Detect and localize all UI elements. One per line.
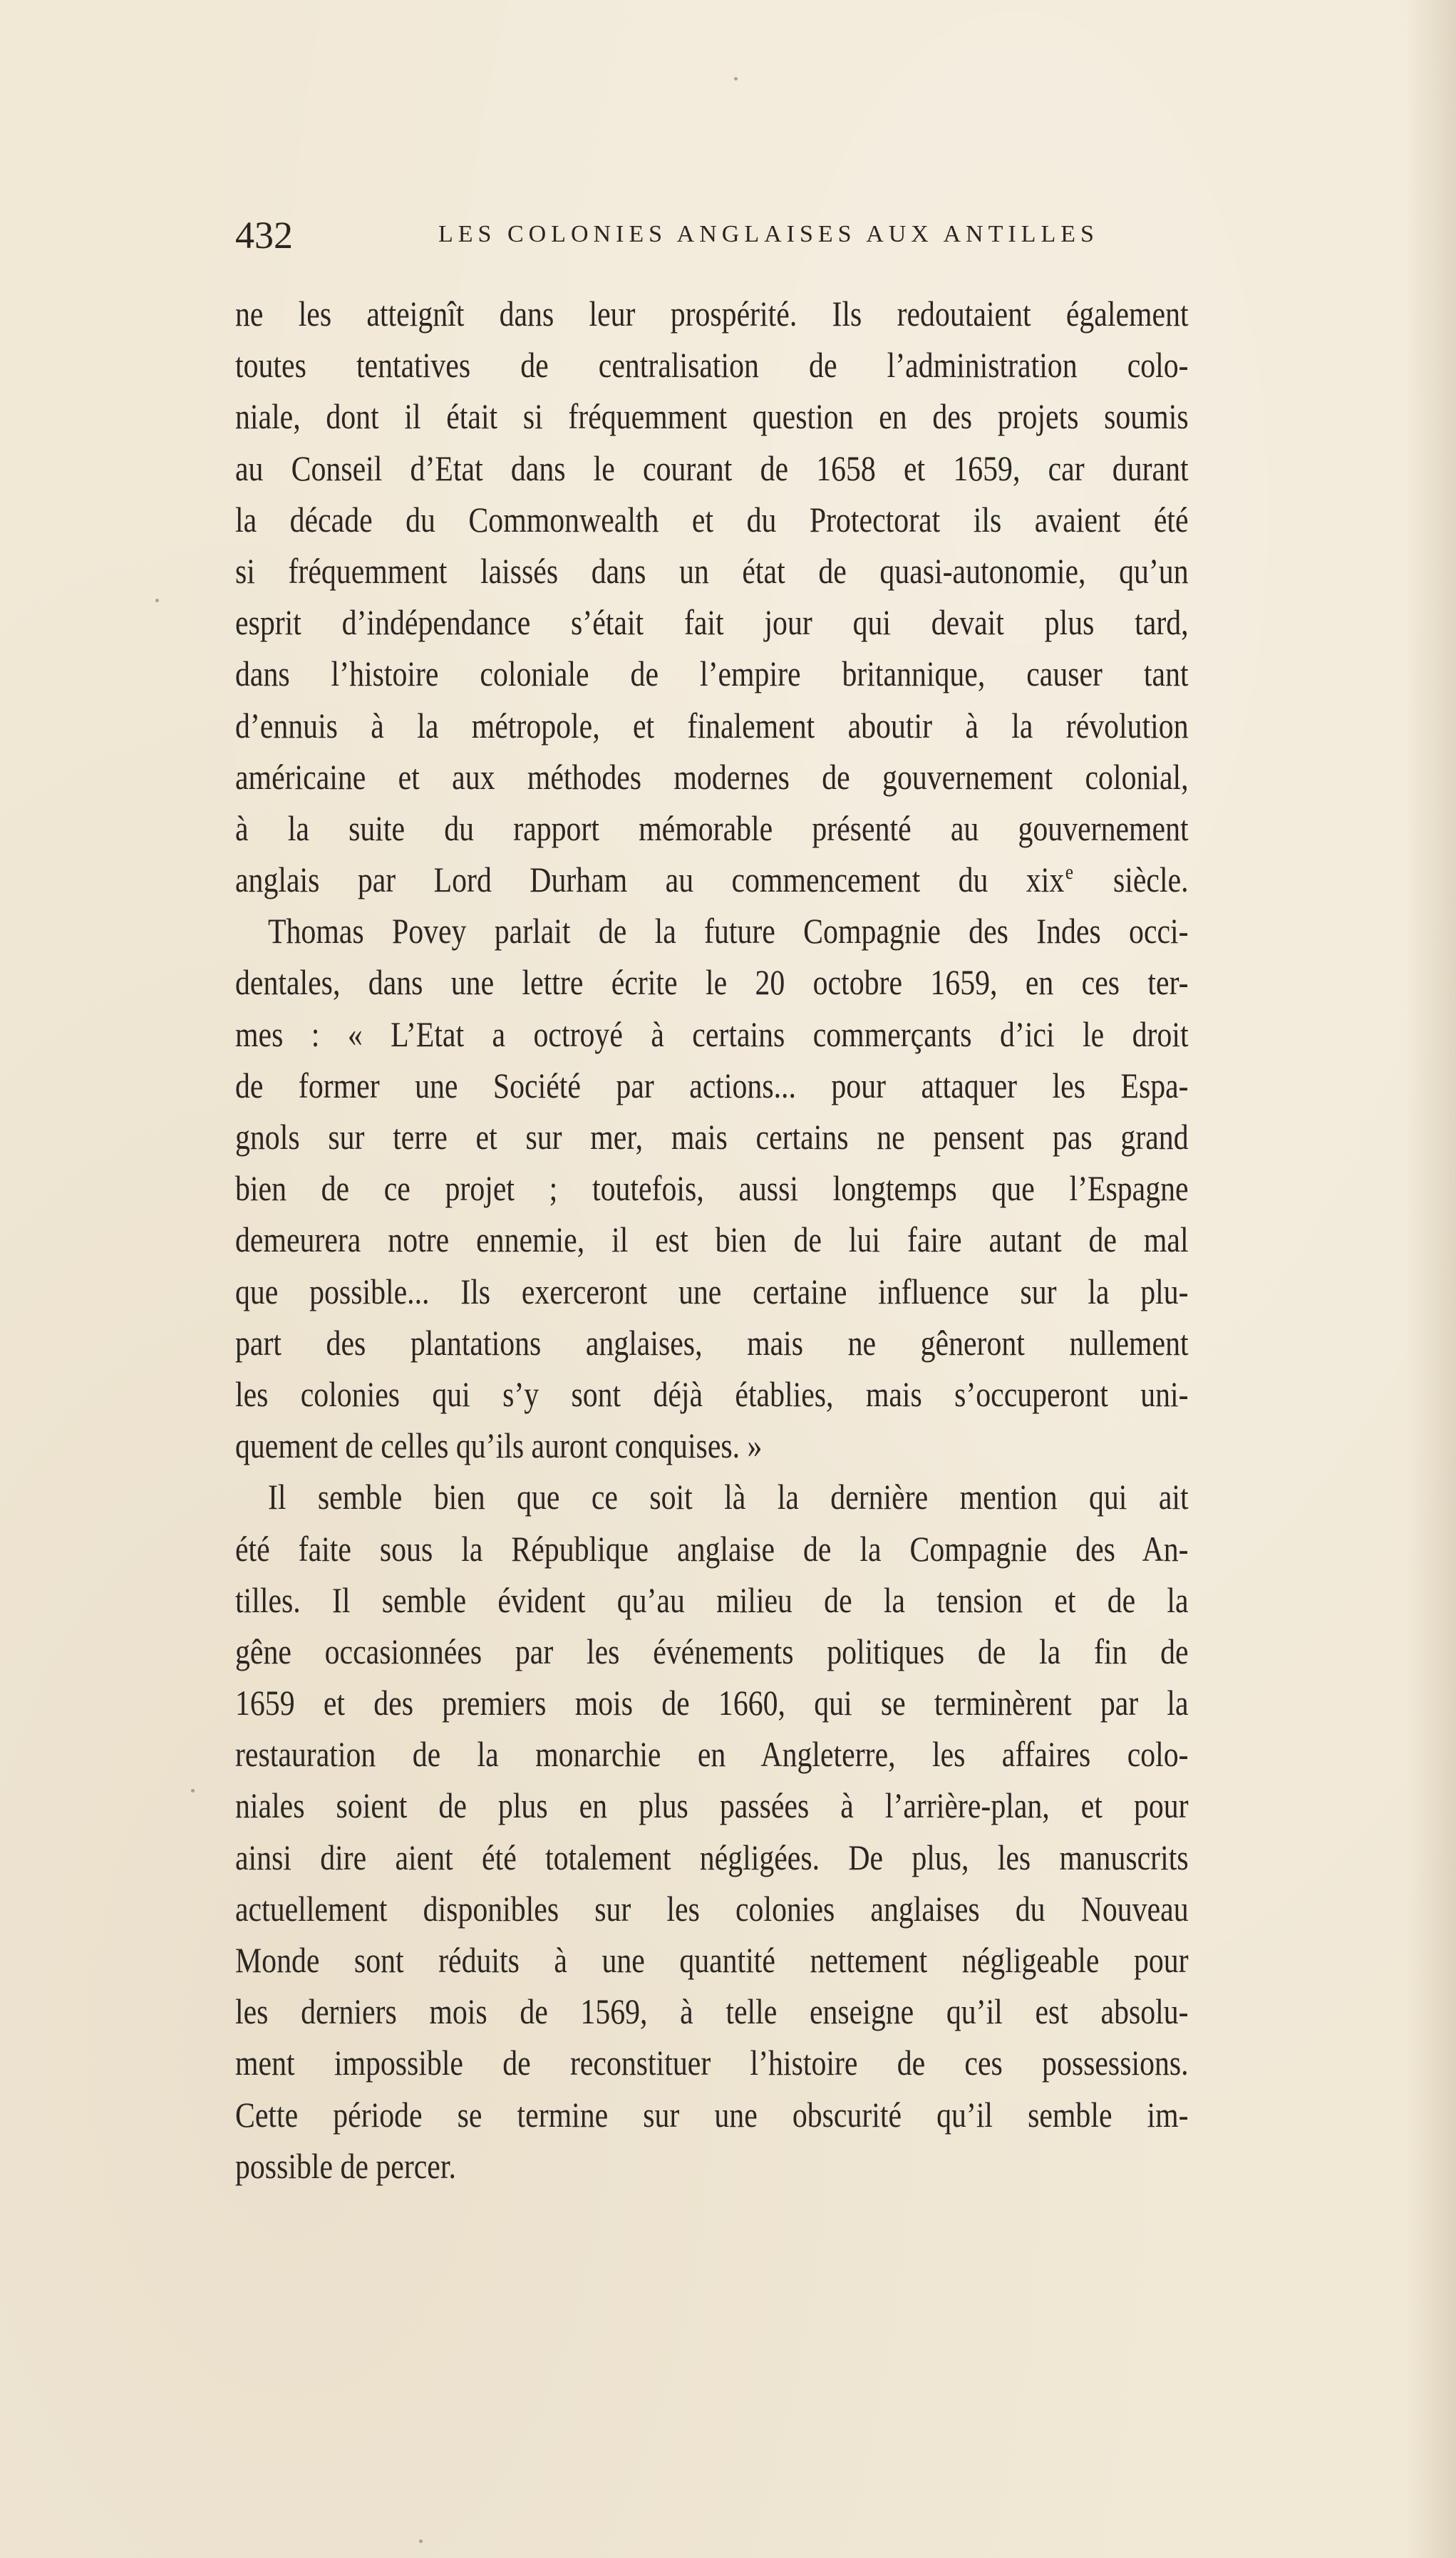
page-number: 432	[235, 214, 293, 257]
text-line: la décade du Commonwealth et du Protectorat ils avaient été	[235, 499, 1189, 540]
text-line: de former une Société par actions... pour attaquer les Espa-	[235, 1065, 1189, 1105]
text-line: que possible... Ils exerceront une certaine influence sur la plu-	[235, 1271, 1189, 1311]
text-line: part des plantations anglaises, mais ne gêneront nullement	[235, 1322, 1189, 1363]
text-line: ainsi dire aient été totalement négligées. De plus, les manuscrits	[235, 1837, 1189, 1877]
text-line: Monde sont réduits à une quantité nettement négligeable pour	[235, 1940, 1189, 1980]
text-segment: anglais par Lord Durham au commencement du xix	[235, 860, 1065, 900]
text-line: bien de ce projet ; toutefois, aussi longtemps que l’Espagne	[235, 1168, 1189, 1209]
text-line: à la suite du rapport mémorable présenté au gouvernement	[235, 808, 1189, 848]
text-segment: siècle.	[1075, 860, 1189, 900]
text-line: ne les atteignît dans leur prospérité. Ils redoutaient également	[235, 294, 1189, 334]
text-line: esprit d’indépendance s’était fait jour qui devait plus tard,	[235, 602, 1189, 643]
text-line: gnols sur terre et sur mer, mais certains ne pensent pas grand	[235, 1117, 1189, 1157]
text-line: dans l’histoire coloniale de l’empire britannique, causer tant	[235, 654, 1189, 694]
paragraph-end-line: possible de percer.	[235, 2145, 456, 2186]
paragraph-end-line: quement de celles qu’ils auront conquises. »	[235, 1425, 763, 1466]
text-line: dentales, dans une lettre écrite le 20 octobre 1659, en ces ter-	[235, 962, 1189, 1003]
text-line: si fréquemment laissés dans un état de quasi-autonomie, qu’un	[235, 550, 1189, 591]
text-line: gêne occasionnées par les événements politiques de la fin de	[235, 1631, 1189, 1671]
text-line: les derniers mois de 1569, à telle enseigne qu’il est absolu-	[235, 1991, 1189, 2032]
text-line: niales soient de plus en plus passées à l’arrière-plan, et pour	[235, 1785, 1189, 1826]
text-line: américaine et aux méthodes modernes de gouvernement colonial,	[235, 756, 1189, 797]
text-line: au Conseil d’Etat dans le courant de 1658 et 1659, car durant	[235, 448, 1189, 488]
text-line: demeurera notre ennemie, il est bien de lui faire autant de mal	[235, 1219, 1189, 1260]
page-edge-shadow	[1406, 0, 1456, 2558]
text-line: toutes tentatives de centralisation de l’administration colo-	[235, 345, 1189, 386]
text-line: mes : « L’Etat a octroyé à certains commerçants d’ici le droit	[235, 1014, 1189, 1054]
superscript: e	[1065, 860, 1074, 885]
text-line: ment impossible de reconstituer l’histoire de ces possessions.	[235, 2043, 1189, 2083]
paragraph-start-line: Thomas Povey parlait de la future Compagnie des Indes occi-	[267, 911, 1189, 951]
paper-speck	[155, 599, 159, 602]
text-line: été faite sous la République anglaise de la Compagnie des An-	[235, 1528, 1189, 1569]
paper-speck	[419, 2539, 423, 2543]
text-line: tilles. Il semble évident qu’au milieu de la tension et de la	[235, 1579, 1189, 1620]
text-line: les colonies qui s’y sont déjà établies, mais s’occuperont uni-	[235, 1373, 1189, 1414]
body-text	[235, 288, 1375, 2192]
text-line: niale, dont il était si fréquemment question en des projets soumis	[235, 396, 1189, 437]
text-line: d’ennuis à la métropole, et finalement aboutir à la révolution	[235, 705, 1189, 746]
paper-speck	[734, 77, 738, 81]
paragraph-start-line: Il semble bien que ce soit là la dernière mention qui ait	[267, 1477, 1189, 1517]
running-title: LES COLONIES ANGLAISES AUX ANTILLES	[438, 221, 1099, 247]
text-line-with-superscript	[235, 854, 1189, 905]
text-line: actuellement disponibles sur les colonies anglaises du Nouveau	[235, 1888, 1189, 1929]
text-line: Cette période se termine sur une obscurité qu’il semble im-	[235, 2094, 1189, 2135]
text-line: 1659 et des premiers mois de 1660, qui se terminèrent par la	[235, 1683, 1189, 1723]
text-line: restauration de la monarchie en Angleterre, les affaires colo-	[235, 1734, 1189, 1775]
paper-speck	[191, 1789, 195, 1793]
page-header	[235, 210, 1183, 260]
